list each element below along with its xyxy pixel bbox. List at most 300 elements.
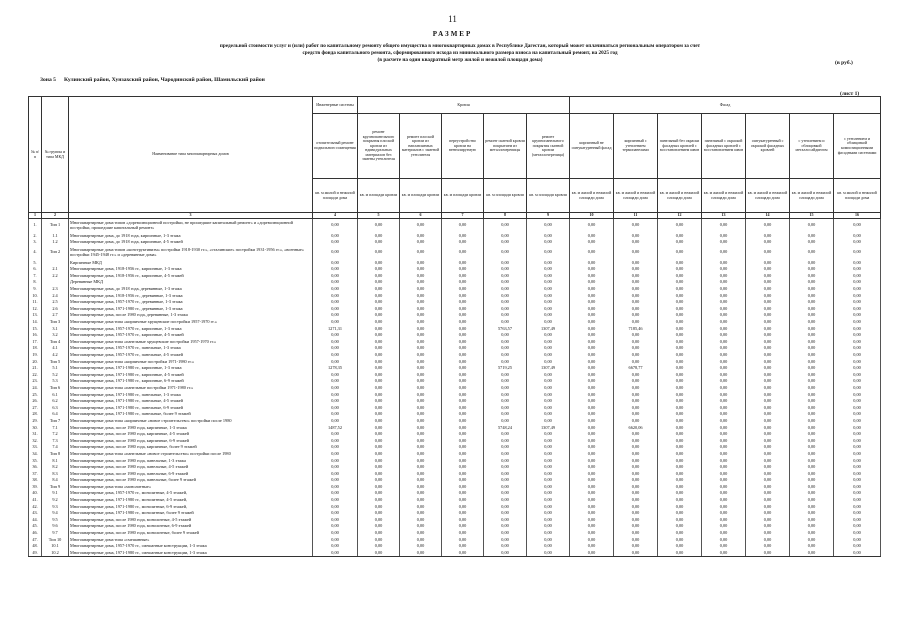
price-cell: 0,00 [358,444,400,451]
price-cell: 0,00 [658,378,702,385]
price-cell: 0,00 [400,279,442,286]
price-cell: 0,00 [400,365,442,372]
price-cell: 0,00 [746,332,790,339]
price-cell: 0,00 [400,239,442,246]
price-cell: 0,00 [834,398,881,405]
row-number: 32. [29,438,42,445]
row-number: 24. [29,385,42,392]
price-cell: 0,00 [746,273,790,280]
row-number: 27. [29,405,42,412]
row-name: Многоквартирные дома, 1971-1980 гг., панельные, более 9 этажей [69,411,313,418]
price-cell: 1278,35 [313,365,358,372]
price-cell: 1271,31 [313,326,358,333]
price-cell: 0,00 [658,490,702,497]
price-cell: 0,00 [702,431,746,438]
price-cell: 0,00 [614,345,658,352]
price-cell: 0,00 [400,418,442,425]
row-number: 1. [29,219,42,233]
price-cell: 0,00 [658,392,702,399]
price-cell: 0,00 [658,458,702,465]
price-cell: 0,00 [702,326,746,333]
price-cell: 0,00 [484,219,527,233]
row-number: 7. [29,273,42,280]
price-cell: 0,00 [702,319,746,326]
header-col-8: ремонт скатной кровли покрытием из металлочерепицы [484,114,527,179]
price-cell: 0,00 [442,411,484,418]
subtitle-line-1: предельной стоимости услуг и (или) работ по капитальному ремонту общего имущества в многоквартирных домах в Республике Дагестан, который может оплачиваться региональным оператором за счет [219,43,701,49]
price-cell: 0,00 [614,266,658,273]
group-code: 7.1 [42,425,69,432]
price-cell: 0,00 [834,504,881,511]
price-cell: 0,00 [400,517,442,524]
unit-col-13: кв. м жилой и нежилой площади дома [702,179,746,213]
price-cell: 0,00 [658,319,702,326]
price-cell: 0,00 [313,497,358,504]
price-cell: 0,00 [527,293,570,300]
price-cell: 0,00 [570,332,614,339]
column-number: 8 [484,213,527,219]
group-code: 2.7 [42,312,69,319]
price-cell: 0,00 [527,260,570,267]
price-cell: 0,00 [746,312,790,319]
price-cell: 0,00 [442,279,484,286]
group-code: 6.1 [42,392,69,399]
price-cell: 0,00 [702,299,746,306]
row-number: 33. [29,444,42,451]
price-cell: 0,00 [484,523,527,530]
price-cell: 0,00 [484,550,527,557]
price-cell: 0,00 [484,398,527,405]
row-name: Многоквартирные дома, до 1918 года, кирпичные, 1-3 этажа [69,233,313,240]
price-cell: 0,00 [658,339,702,346]
price-cell: 0,00 [400,543,442,550]
price-cell: 0,00 [746,530,790,537]
price-cell: 0,00 [527,444,570,451]
price-cell: 0,00 [442,484,484,491]
price-cell: 0,00 [442,312,484,319]
price-cell: 0,00 [790,484,834,491]
price-cell: 0,00 [702,543,746,550]
price-cell: 0,00 [614,319,658,326]
price-cell: 0,00 [790,444,834,451]
price-cell: 0,00 [790,385,834,392]
price-cell: 0,00 [400,477,442,484]
price-cell: 0,00 [570,260,614,267]
price-cell: 0,00 [358,464,400,471]
price-cell: 0,00 [358,219,400,233]
price-cell: 0,00 [834,523,881,530]
price-cell: 0,00 [442,497,484,504]
price-cell: 0,00 [570,444,614,451]
price-cell: 0,00 [527,490,570,497]
price-cell: 0,00 [790,378,834,385]
row-name: Многоквартирные дома, до 1918 года, кирпичные, 4-5 этажей [69,239,313,246]
price-cell: 0,00 [746,266,790,273]
price-cell: 0,00 [746,246,790,260]
price-cell: 0,00 [484,359,527,366]
group-code: 7.4 [42,444,69,451]
price-cell: 0,00 [658,411,702,418]
group-code: 6.2 [42,398,69,405]
price-cell: 0,00 [746,365,790,372]
price-cell: 0,00 [790,537,834,544]
price-cell: 0,00 [400,411,442,418]
price-cell: 0,00 [313,411,358,418]
price-cell: 0,00 [484,312,527,319]
row-name: Многоквартирные дома типа «панельные постройки 1971-1980 гг.» [69,385,313,392]
price-cell: 0,00 [358,418,400,425]
row-number: 41. [29,497,42,504]
price-cell: 0,00 [313,279,358,286]
price-cell: 0,00 [746,279,790,286]
group-code: 8.3 [42,471,69,478]
price-cell: 0,00 [614,286,658,293]
price-cell: 0,00 [746,497,790,504]
price-cell: 0,00 [614,484,658,491]
table-row [29,438,881,445]
price-cell: 0,00 [400,431,442,438]
price-cell: 0,00 [834,332,881,339]
price-cell: 0,00 [400,438,442,445]
price-cell: 0,00 [790,339,834,346]
row-name: Многоквартирные дома, после 1980 года, панельные, 6-9 этажей [69,471,313,478]
price-cell: 0,00 [442,286,484,293]
price-cell: 0,00 [834,359,881,366]
price-cell: 0,00 [400,326,442,333]
price-cell: 0,00 [570,471,614,478]
price-cell: 0,00 [313,490,358,497]
price-cell: 0,00 [358,345,400,352]
table-row [29,326,881,333]
price-cell: 0,00 [313,266,358,273]
price-cell: 0,00 [746,477,790,484]
header-roof-group: Кровля [358,97,570,114]
price-cell: 0,00 [442,266,484,273]
price-cell: 0,00 [614,411,658,418]
row-number: 18. [29,345,42,352]
price-cell: 0,00 [313,431,358,438]
price-cell: 0,00 [702,523,746,530]
price-cell: 0,00 [484,385,527,392]
price-cell: 0,00 [442,345,484,352]
price-cell: 0,00 [527,431,570,438]
price-cell: 0,00 [790,451,834,458]
price-cell: 0,00 [746,537,790,544]
price-cell: 0,00 [442,339,484,346]
price-cell: 0,00 [746,517,790,524]
group-code: 6.4 [42,411,69,418]
price-cell: 0,00 [834,550,881,557]
row-name: Многоквартирные дома типа «кирпичные «новое строительство» постройки после 1980 [69,418,313,425]
price-cell: 0,00 [834,372,881,379]
price-cell: 0,00 [484,378,527,385]
price-cell: 0,00 [527,306,570,313]
table-row [29,444,881,451]
row-name: Многоквартирные дома, 1971-1980 гг., панельные, 4-5 этажей [69,398,313,405]
table-row [29,339,881,346]
unit-label: (в руб.) [835,60,853,66]
price-cell: 0,00 [746,543,790,550]
price-cell: 0,00 [442,372,484,379]
price-cell: 0,00 [484,392,527,399]
price-cell: 0,00 [614,464,658,471]
price-cell: 0,00 [527,339,570,346]
row-number: 23. [29,378,42,385]
price-cell: 0,00 [570,438,614,445]
price-cell: 0,00 [702,266,746,273]
price-cell: 0,00 [570,523,614,530]
price-cell: 0,00 [358,332,400,339]
price-cell: 0,00 [834,319,881,326]
price-cell: 0,00 [400,352,442,359]
price-cell: 0,00 [702,405,746,412]
unit-col-14: кв. м жилой и нежилой площади дома [746,179,790,213]
price-cell: 0,00 [702,246,746,260]
price-cell: 0,00 [442,306,484,313]
row-number: 9. [29,286,42,293]
price-cell: 0,00 [527,477,570,484]
row-name: Многоквартирные дома, 1957-1970 гг., панельные, 1-3 этажа [69,345,313,352]
price-cell: 0,00 [702,332,746,339]
price-cell: 0,00 [746,339,790,346]
price-cell: 0,00 [570,246,614,260]
price-cell: 0,00 [658,398,702,405]
zone-label: Зона 5 [40,77,56,83]
price-cell: 0,00 [442,326,484,333]
price-cell: 0,00 [484,504,527,511]
price-cell: 0,00 [658,273,702,280]
price-cell: 0,00 [313,299,358,306]
price-cell: 0,00 [400,530,442,537]
unit-col-16: кв. м жилой и нежилой площади дома [834,179,881,213]
price-cell: 0,00 [746,233,790,240]
price-cell: 0,00 [484,260,527,267]
price-cell: 0,00 [484,246,527,260]
price-cell: 0,00 [358,326,400,333]
price-cell: 0,00 [614,444,658,451]
price-cell: 0,00 [614,504,658,511]
price-cell: 0,00 [442,438,484,445]
price-cell: 0,00 [658,306,702,313]
price-cell: 0,00 [702,411,746,418]
column-number: 13 [702,213,746,219]
header-col-10: кирпичный не оштукатуренный фасад [570,114,614,179]
price-cell: 0,00 [313,219,358,233]
unit-col-6: кв. м площади кровли [400,179,442,213]
price-cell: 1307,49 [527,425,570,432]
unit-col-15: кв. м жилой и нежилой площади дома [790,179,834,213]
table-row [29,378,881,385]
price-cell: 0,00 [834,537,881,544]
price-cell: 0,00 [790,372,834,379]
header-col-6: ремонт плоской кровли из наплавляемых материалов с заменой утеплителя [400,114,442,179]
price-cell: 0,00 [400,405,442,412]
price-cell: 0,00 [702,490,746,497]
unit-col-8: кв. м площади кровли [484,179,527,213]
price-cell: 5763,57 [484,326,527,333]
table-row [29,312,881,319]
price-cell: 0,00 [790,458,834,465]
table-row [29,365,881,372]
price-cell: 0,00 [790,543,834,550]
group-code: 4.1 [42,345,69,352]
price-cell: 0,00 [746,438,790,445]
table-row [29,392,881,399]
price-cell: 0,00 [614,471,658,478]
price-cell: 0,00 [746,239,790,246]
price-cell: 0,00 [702,279,746,286]
price-cell: 0,00 [484,319,527,326]
price-cell: 0,00 [702,352,746,359]
price-cell: 0,00 [527,359,570,366]
table-row [29,385,881,392]
price-cell: 0,00 [570,530,614,537]
table-row [29,411,881,418]
table-row [29,550,881,557]
price-cell: 0,00 [400,523,442,530]
price-cell: 0,00 [746,490,790,497]
price-cell: 0,00 [400,451,442,458]
price-cell: 5748,24 [484,425,527,432]
price-cell: 0,00 [400,306,442,313]
price-cell: 0,00 [484,293,527,300]
price-cell: 0,00 [313,523,358,530]
group-code: 2.2 [42,273,69,280]
price-table [28,96,881,557]
price-cell: 0,00 [484,279,527,286]
price-cell: 0,00 [614,246,658,260]
price-cell: 0,00 [790,392,834,399]
table-row [29,484,881,491]
price-cell: 0,00 [400,392,442,399]
price-cell: 0,00 [702,451,746,458]
price-cell: 0,00 [400,246,442,260]
row-number: 38. [29,477,42,484]
price-cell: 0,00 [442,365,484,372]
price-cell: 0,00 [358,411,400,418]
row-number: 40. [29,490,42,497]
price-cell: 0,00 [790,345,834,352]
price-cell: 0,00 [484,537,527,544]
price-cell: 0,00 [702,471,746,478]
price-cell: 0,00 [313,345,358,352]
price-cell: 0,00 [658,517,702,524]
row-number: 19. [29,352,42,359]
price-cell: 0,00 [313,239,358,246]
price-cell: 0,00 [658,523,702,530]
group-code: 2.1 [42,266,69,273]
group-code: Тип 9 [42,484,69,491]
price-cell: 0,00 [442,444,484,451]
row-number: 25. [29,392,42,399]
price-cell: 0,00 [442,219,484,233]
price-cell: 0,00 [702,497,746,504]
row-number: 42. [29,504,42,511]
price-cell: 0,00 [746,550,790,557]
price-cell: 0,00 [746,306,790,313]
row-number: 30. [29,425,42,432]
price-cell: 0,00 [527,484,570,491]
price-cell: 0,00 [746,504,790,511]
price-cell: 0,00 [746,392,790,399]
group-code: Тип 1 [42,219,69,233]
row-name: Многоквартирные дома, после 1980 года, кирпичные, 4-5 этажей [69,431,313,438]
price-cell: 0,00 [614,458,658,465]
header-col-11: кирпичный с утеплением термопанелями [614,114,658,179]
header-col-7: переустройство кровли на вентилируемую [442,114,484,179]
price-cell: 0,00 [527,504,570,511]
price-cell: 0,00 [570,233,614,240]
price-cell: 0,00 [527,239,570,246]
price-cell: 0,00 [313,312,358,319]
price-cell: 7185,46 [614,326,658,333]
row-number: 39. [29,484,42,491]
price-cell: 0,00 [313,537,358,544]
price-cell: 0,00 [702,385,746,392]
price-cell: 0,00 [442,332,484,339]
price-cell: 0,00 [790,398,834,405]
price-cell: 0,00 [614,431,658,438]
price-cell: 0,00 [313,438,358,445]
price-cell: 0,00 [702,219,746,233]
price-cell: 0,00 [442,392,484,399]
price-cell: 0,00 [614,299,658,306]
price-cell: 0,00 [746,405,790,412]
table-row [29,523,881,530]
table-row [29,510,881,517]
price-cell: 0,00 [658,299,702,306]
price-cell: 0,00 [614,239,658,246]
table-row [29,299,881,306]
group-code: 1.2 [42,239,69,246]
price-cell: 0,00 [834,451,881,458]
price-cell: 0,00 [614,510,658,517]
table-row [29,219,881,233]
price-cell: 0,00 [400,484,442,491]
row-number: 28. [29,411,42,418]
price-cell: 0,00 [790,365,834,372]
price-cell: 0,00 [527,233,570,240]
price-cell: 0,00 [790,219,834,233]
price-cell: 0,00 [570,352,614,359]
price-cell: 0,00 [400,299,442,306]
price-cell: 0,00 [358,484,400,491]
row-name: Многоквартирные дома, 1971-1980 гг., панельные, 1-3 этажа [69,392,313,399]
price-cell: 0,00 [358,299,400,306]
price-cell: 0,00 [658,293,702,300]
price-cell: 0,00 [527,405,570,412]
price-cell: 0,00 [614,312,658,319]
group-code: 3.2 [42,332,69,339]
column-number: 10 [570,213,614,219]
price-cell: 0,00 [834,385,881,392]
price-cell: 0,00 [790,550,834,557]
table-row [29,517,881,524]
price-cell: 0,00 [658,332,702,339]
price-cell: 0,00 [790,517,834,524]
price-cell: 0,00 [358,431,400,438]
sheet-label: (лист 1) [840,91,860,97]
table-row [29,530,881,537]
column-number: 3 [69,213,313,219]
header-col-14: оштукатуренный с окраской фасадных кровлей [746,114,790,179]
price-cell: 0,00 [834,510,881,517]
price-cell: 0,00 [614,352,658,359]
price-cell: 0,00 [570,392,614,399]
price-cell: 0,00 [570,517,614,524]
price-cell: 0,00 [400,319,442,326]
column-number: 1 [29,213,42,219]
